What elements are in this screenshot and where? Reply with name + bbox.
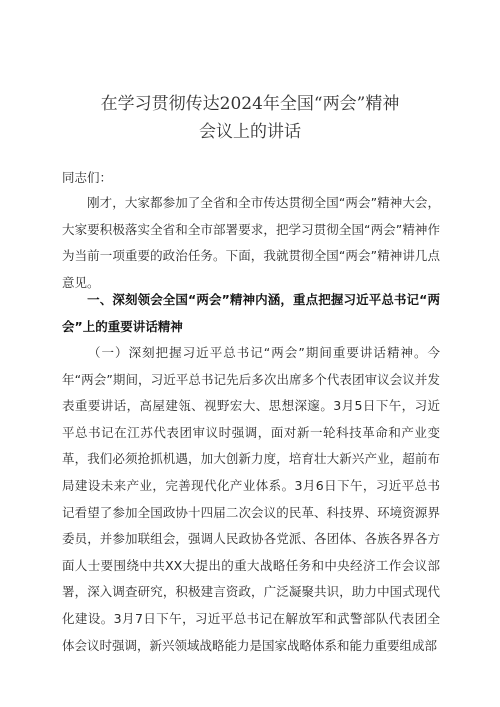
paragraph-section-1-1 (62, 340, 440, 659)
document-title-line-1: 在学习贯彻传达2024年全国“两会”精神 (100, 94, 400, 114)
paragraph-intro-text: 刚才，大家都参加了全省和全市传达贯彻全国“两会”精神大会，大家要积极落实全省和全市部署要求，把学习贯彻全国“两会”精神作为当前一项重要的政治任务。下面，我就贯彻全国“两会”精神讲几点意见。 (62, 195, 440, 290)
greeting: 同志们： (62, 170, 113, 185)
section-heading-1 (62, 287, 440, 340)
paragraph-intro (62, 190, 440, 296)
paragraph-section-1-1-text: （一）深刻把握习近平总书记“两会”期间重要讲话精神。今年“两会”期间，习近平总书记先后多次出席多个代表团审议会议并发表重要讲话，高屋建瓴、视野宏大、思想深邃。3月5日下午，习近平总书记在江苏代表团审议时强调，面对新一轮科技革命和产业变革，我们必须抢抓机遇，加大创新力度，培育壮大新兴产业，超前布局建设未来产业，完善现代化产业体系。3月6日下午，习近平总书记看望了参加全国政协十四届二次会议的民革、科技界、环境资源界委员，并参加联组会，强调人民政协各党派、各团体、各族各界各方面人士要围绕中共XX大提出的重大战略任务和中央经济工作会议部署，深入调查研究，积极建言资政，广泛凝聚共识，助力中国式现代化建设。3月7日下午，习近平总书记在解放军和武警部队代表团全体会议时强调，新兴领域战略能力是国家战略体系和能力重要组成部 (62, 345, 440, 653)
document-title-line-2: 会议上的讲话 (199, 122, 301, 142)
section-heading-1-text: 一、深刻领会全国“两会”精神内涵，重点把握习近平总书记“两会”上的重要讲话精神 (62, 292, 440, 334)
